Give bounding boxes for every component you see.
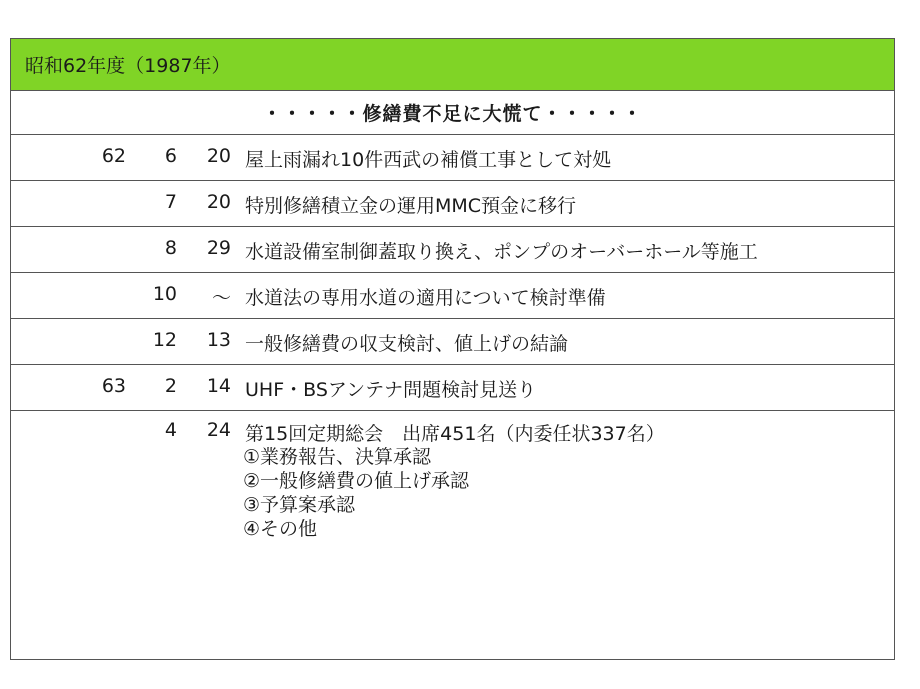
- description-cell: UHF・BSアンテナ問題検討見送り: [245, 379, 537, 401]
- agenda-list: [243, 445, 469, 541]
- description-cell: 水道法の専用水道の適用について検討準備: [245, 287, 606, 309]
- description-cell: 一般修繕費の収支検討、値上げの結論: [245, 333, 569, 355]
- month-cell: 6: [164, 145, 177, 167]
- year-cell: 62: [101, 145, 126, 167]
- day-cell: 13: [206, 329, 231, 351]
- description-cell: 第15回定期総会 出席451名（内委任状337名）: [245, 423, 665, 445]
- day-cell: ～: [211, 287, 231, 309]
- day-cell: 29: [206, 237, 231, 259]
- table-row: [11, 411, 894, 540]
- month-cell: 10: [152, 283, 177, 305]
- table-row: [11, 181, 894, 227]
- month-cell: 12: [152, 329, 177, 351]
- agenda-item: ③予算案承認: [243, 494, 356, 516]
- description-cell: 屋上雨漏れ10件西武の補償工事として対処: [245, 149, 612, 171]
- month-cell: 4: [164, 419, 177, 441]
- table-header: [11, 39, 894, 91]
- agenda-item: ①業務報告、決算承認: [243, 446, 432, 468]
- subtitle-text: ・・・・・修繕費不足に大慌て・・・・・: [262, 103, 643, 125]
- month-cell: 8: [164, 237, 177, 259]
- month-cell: 7: [164, 191, 177, 213]
- table-row: [11, 135, 894, 181]
- day-cell: 20: [206, 191, 231, 213]
- month-cell: 2: [164, 375, 177, 397]
- table-row: [11, 273, 894, 319]
- table-row: [11, 319, 894, 365]
- table-row: [11, 227, 894, 273]
- section-subtitle: [11, 91, 894, 135]
- agenda-item: ②一般修繕費の値上げ承認: [243, 470, 470, 492]
- table-row: [11, 365, 894, 411]
- page-title: 昭和62年度（1987年）: [25, 55, 231, 77]
- history-table: [10, 38, 895, 660]
- day-cell: 24: [206, 419, 231, 441]
- year-cell: 63: [101, 375, 126, 397]
- description-cell: 水道設備室制御蓋取り換え、ポンプのオーバーホール等施工: [245, 241, 758, 263]
- description-cell: 特別修繕積立金の運用MMC預金に移行: [245, 195, 577, 217]
- day-cell: 20: [206, 145, 231, 167]
- day-cell: 14: [206, 375, 231, 397]
- agenda-item: ④その他: [243, 518, 318, 540]
